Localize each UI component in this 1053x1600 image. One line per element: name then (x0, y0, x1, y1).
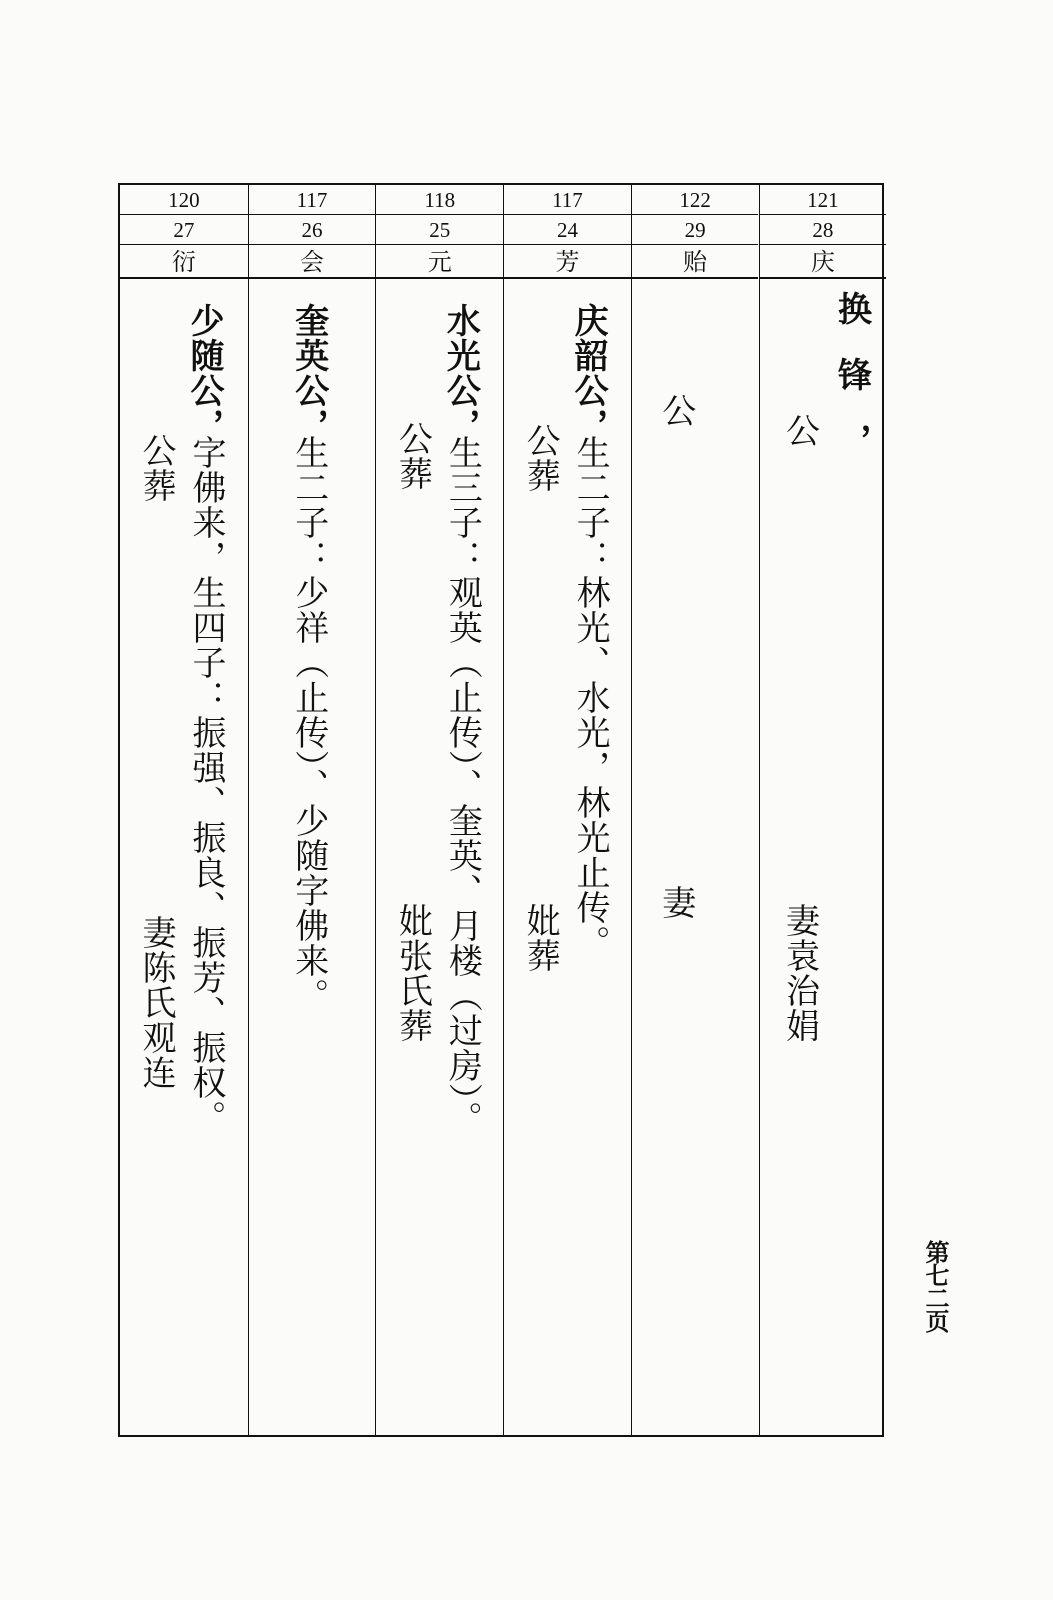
burial-note: 公葬 (520, 423, 561, 493)
member-name: 水光公， (440, 303, 481, 443)
member-description: 生二子：林光、水光，林光止传。 (570, 435, 611, 960)
sequence-number: 26 (249, 215, 376, 245)
spouse-note: 妣张氏葬 (392, 903, 433, 1043)
member-name: 少随公， (184, 303, 224, 443)
genealogy-table (118, 183, 884, 1437)
member-name: 换锋， (831, 291, 872, 489)
sequence-number: 27 (120, 215, 248, 245)
sequence-number: 24 (504, 215, 631, 245)
burial-note: 公 (655, 393, 696, 428)
column-yi (631, 185, 759, 1435)
page-number: 第七二页 (921, 1240, 950, 1332)
column-fang (503, 185, 631, 1435)
generation-number: 118 (376, 185, 503, 215)
generation-character: 贻 (632, 245, 759, 279)
generation-number: 122 (632, 185, 759, 215)
burial-note: 公葬 (392, 421, 433, 491)
member-description: 字佛来，生四子：振强、振良、振芳、振权。 (186, 435, 226, 1135)
member-description: 生三子：观英（止传）、奎英、月楼（过房）。 (442, 435, 483, 1136)
generation-character: 会 (249, 245, 376, 279)
generation-number: 117 (504, 185, 631, 215)
generation-character: 元 (376, 245, 503, 279)
column-yan (120, 185, 248, 1435)
generation-number: 120 (120, 185, 248, 215)
spouse-note: 妣葬 (520, 903, 561, 973)
sequence-number: 28 (760, 215, 887, 245)
column-yuan (375, 185, 503, 1435)
member-name: 庆韶公， (568, 303, 609, 443)
spouse-note: 妻陈氏观连 (136, 915, 176, 1090)
generation-number: 117 (249, 185, 376, 215)
spouse-note: 妻 (655, 885, 696, 920)
sequence-number: 29 (632, 215, 759, 245)
member-description: 生二子：少祥（止传）、少随字佛来。 (288, 435, 329, 1013)
member-name: 奎英公， (288, 303, 329, 443)
generation-character: 芳 (504, 245, 631, 279)
generation-character: 庆 (760, 245, 887, 279)
sequence-number: 25 (376, 215, 503, 245)
column-hui (248, 185, 376, 1435)
spouse-note: 妻袁治娟 (779, 903, 820, 1043)
burial-note: 公 (779, 413, 820, 448)
generation-character: 衍 (120, 245, 248, 279)
burial-note: 公葬 (136, 433, 176, 503)
column-qing (759, 185, 887, 1435)
generation-number: 121 (760, 185, 887, 215)
